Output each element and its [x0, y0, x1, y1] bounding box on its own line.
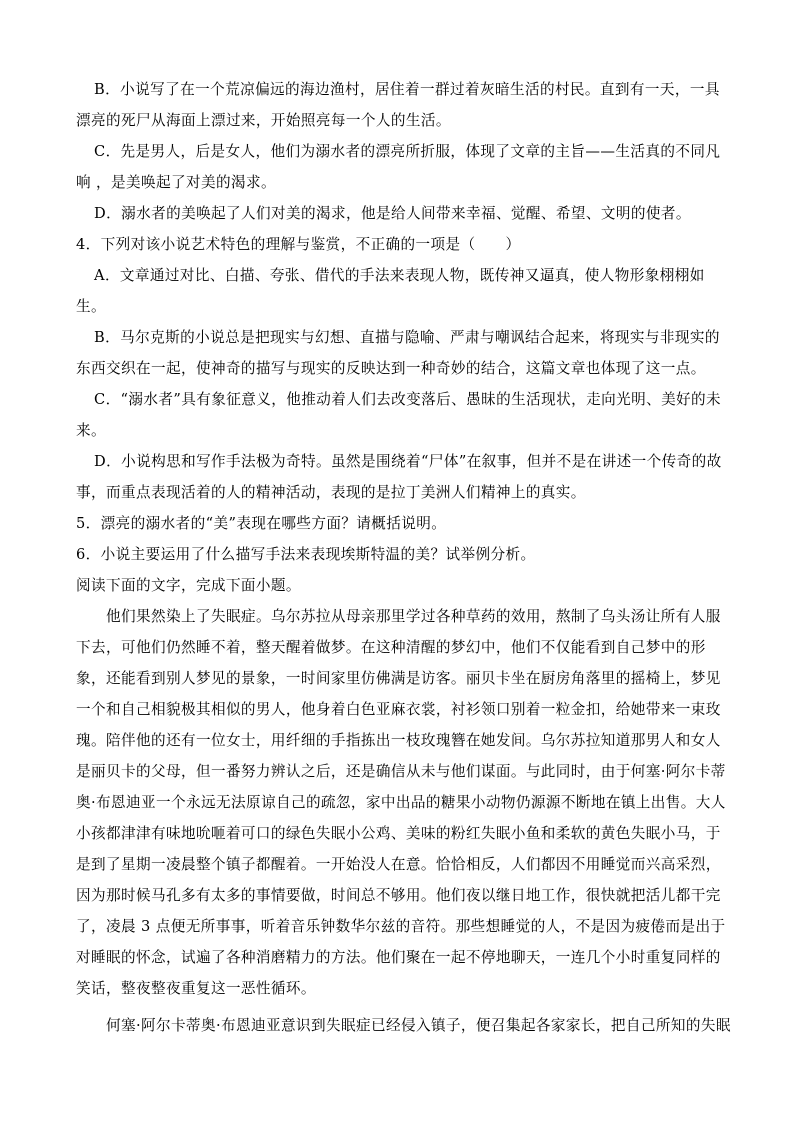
passage-line: 因为那时候马孔多有太多的事情要做，时间总不够用。他们夜以继日地工作，很快就把活儿都干完 — [76, 887, 721, 904]
option-b-line-2: 漂亮的死尸从海面上漂过来，开始照亮每一个人的生活。 — [76, 112, 451, 129]
q4-option-a-line-1: A．文章通过对比、白描、夸张、借代的手法来表现人物，既传神又逼真，使人物形象栩栩如 — [94, 267, 705, 284]
passage-line: 瑰。陪伴他的还有一位女士，用纤细的手指拣出一枝玫瑰簪在她发间。乌尔苏拉知道那男人和女人 — [76, 732, 721, 749]
passage-line: 笑话，整夜整夜重复这一恶性循环。 — [76, 980, 316, 997]
q4-option-a-line-2: 生。 — [76, 298, 106, 315]
reading-instruction: 阅读下面的文字，完成下面小题。 — [76, 577, 301, 594]
passage-line: 小孩都津津有味地吮咂着可口的绿色失眠小公鸡、美味的粉红失眠小鱼和柔软的黄色失眠小马，于 — [76, 825, 721, 842]
passage-line: 何塞·阿尔卡蒂奥·布恩迪亚意识到失眠症已经侵入镇子，便召集起各家家长，把自己所知的失眠 — [106, 1017, 731, 1034]
option-b-line-1: B．小说写了在一个荒凉偏远的海边渔村，居住着一群过着灰暗生活的村民。直到有一天，一具 — [94, 81, 720, 98]
passage-line: 了，凌晨 3 点便无所事事，听着音乐钟数华尔兹的音符。那些想睡觉的人，不是因为疲倦而是出于 — [76, 918, 726, 935]
q4-option-d-line-1: D．小说构思和写作手法极为奇特。虽然是围绕着“尸体”在叙事，但并不是在讲述一个传奇的故 — [94, 453, 722, 470]
option-c-line-1: C．先是男人，后是女人，他们为溺水者的漂亮所折服，体现了文章的主旨——生活真的不同凡 — [94, 143, 721, 160]
question-5: 5．漂亮的溺水者的“美”表现在哪些方面？请概括说明。 — [76, 515, 447, 532]
passage-line: 奥·布恩迪亚一个永远无法原谅自己的疏忽，家中出品的糖果小动物仍源源不断地在镇上出售。大人 — [76, 794, 726, 811]
q4-option-c-line-2: 来。 — [76, 422, 106, 439]
passage-line: 象，还能看到别人梦见的景象，一时间家里仿佛满是访客。丽贝卡坐在厨房角落里的摇椅上，梦见 — [76, 670, 721, 687]
q4-option-b-line-2: 东西交织在一起，使神奇的描写与现实的反映达到一种奇妙的结合，这篇文章也体现了这一点。 — [76, 360, 706, 377]
question-6: 6．小说主要运用了什么描写手法来表现埃斯特温的美？试举例分析。 — [76, 546, 536, 563]
option-c-line-2: 响 ，是美唤起了对美的渴求。 — [76, 174, 276, 191]
passage-line: 下去，可他们仍然睡不着，整天醒着做梦。在这种清醒的梦幻中，他们不仅能看到自己梦中的形 — [76, 639, 706, 656]
passage-line: 是到了星期一凌晨整个镇子都醒着。一开始没人在意。恰恰相反，人们都因不用睡觉而兴高采烈， — [76, 856, 721, 873]
passage-line: 是丽贝卡的父母，但一番努力辨认之后，还是确信从未与他们谋面。与此同时，由于何塞·阿尔卡蒂 — [76, 763, 726, 780]
q4-option-d-line-2: 事，而重点表现活着的人的精神活动，表现的是拉丁美洲人们精神上的真实。 — [76, 484, 586, 501]
question-4: 4．下列对该小说艺术特色的理解与鉴赏，不正确的一项是（ ） — [76, 236, 521, 253]
q4-option-c-line-1: C．“溺水者”具有象征意义，他推动着人们去改变落后、愚昧的生活现状，走向光明、美好的未 — [94, 391, 722, 408]
passage-line: 对睡眠的怀念，试遍了各种消磨精力的方法。他们聚在一起不停地聊天，一连几个小时重复同样的 — [76, 949, 721, 966]
passage-line: 他们果然染上了失眠症。乌尔苏拉从母亲那里学过各种草药的效用，熬制了乌头汤让所有人服 — [106, 608, 721, 625]
passage-line: 一个和自己相貌极其相似的男人，他身着白色亚麻衣裳，衬衫领口别着一粒金扣，给她带来一束玫 — [76, 701, 721, 718]
q4-option-b-line-1: B．马尔克斯的小说总是把现实与幻想、直描与隐喻、严肃与嘲讽结合起来，将现实与非现实的 — [94, 329, 720, 346]
option-d-line-1: D．溺水者的美唤起了人们对美的渴求，他是给人间带来幸福、觉醒、希望、文明的使者。 — [94, 205, 691, 222]
